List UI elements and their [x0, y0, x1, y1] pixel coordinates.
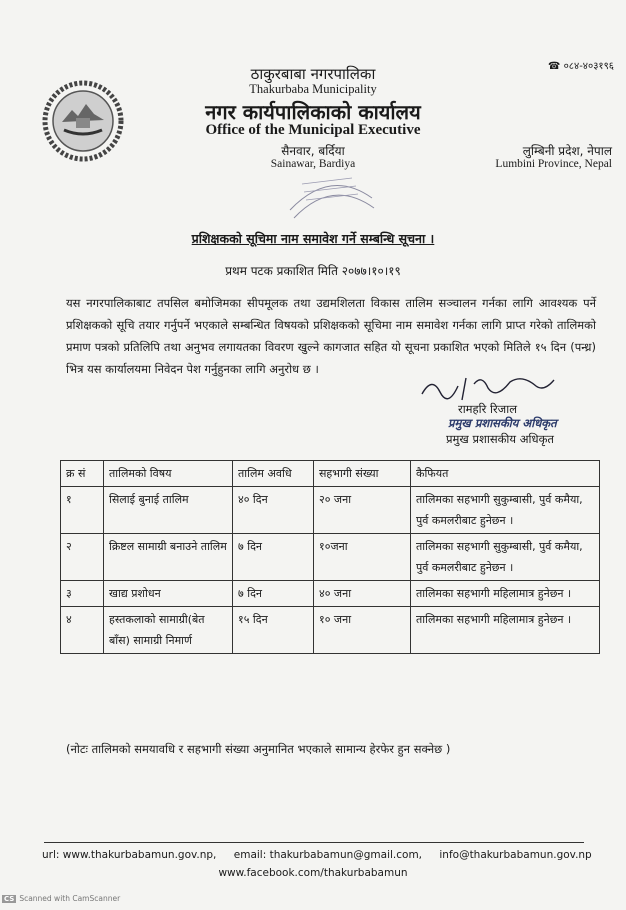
- footer-info-email[interactable]: info@thakurbabamun.gov.np: [439, 849, 592, 861]
- footnote: (नोटः तालिमको समयावधि र सहभागी संख्या अनुमानित भएकाले सामान्य हेरफेर हुन सक्नेछ ): [66, 742, 451, 756]
- office-title-en: Office of the Municipal Executive: [205, 122, 421, 138]
- col-header-duration: तालिम अवधि: [233, 461, 314, 487]
- table-header-row: [61, 461, 600, 487]
- col-header-subject: तालिमको विषय: [104, 461, 233, 487]
- publication-date: प्रथम पटक प्रकाशित मिति २०७७।१०।१९: [225, 264, 401, 278]
- cell-remarks: तालिमका सहभागी महिलामात्र हुनेछन ।: [411, 607, 600, 654]
- camscanner-icon: CS: [4, 894, 15, 903]
- cell-remarks: तालिमका सहभागी सुकुम्बासी, पुर्व कमैया, पुर्व कमलरीबाट हुनेछन ।: [411, 534, 600, 581]
- notice-title: [0, 230, 626, 247]
- cell-participants: ४० जना: [314, 581, 411, 607]
- cell-duration: १५ दिन: [233, 607, 314, 654]
- cell-subject: खाद्य प्रशोधन: [104, 581, 233, 607]
- signatory-title-stamp: प्रमुख प्रशासकीय अधिकृत: [448, 416, 557, 430]
- cell-remarks: तालिमका सहभागी महिलामात्र हुनेछन ।: [411, 581, 600, 607]
- col-header-serial: क्र सं: [61, 461, 104, 487]
- cell-serial: १: [61, 487, 104, 534]
- municipality-name-ne: ठाकुरबाबा नगरपालिका: [250, 65, 376, 83]
- table-row: [61, 607, 600, 654]
- cell-subject: सिलाई बुनाई तालिम: [104, 487, 233, 534]
- cell-serial: ३: [61, 581, 104, 607]
- province-en: Lumbini Province, Nepal: [495, 158, 612, 170]
- table-row: [61, 581, 600, 607]
- scanner-label: Scanned with CamScanner: [19, 894, 121, 903]
- footer-contact: [42, 849, 606, 861]
- cell-participants: २० जना: [314, 487, 411, 534]
- col-header-participants: सहभागी संख्या: [314, 461, 411, 487]
- phone-number: ☎ ०८४-४०३१९६: [547, 61, 614, 72]
- municipality-name-en: Thakurbaba Municipality: [249, 82, 377, 96]
- notice-title-text: प्रशिक्षकको सूचिमा नाम समावेश गर्ने सम्बन्धि सूचना ।: [191, 231, 435, 246]
- footer-email[interactable]: email: thakurbabamun@gmail.com,: [233, 849, 423, 861]
- scanner-watermark: [2, 894, 120, 903]
- location-ne: सैनवार, बर्दिया: [281, 144, 345, 158]
- footer-divider: [44, 842, 584, 843]
- cell-subject: क्रिष्टल सामाग्री बनाउने तालिम: [104, 534, 233, 581]
- col-header-remarks: कैफियत: [411, 461, 600, 487]
- signatory-name: रामहरि रिजाल: [458, 402, 517, 416]
- table-row: [61, 534, 600, 581]
- office-title-ne: नगर कार्यपालिकाको कार्यालय: [205, 100, 421, 124]
- cell-serial: २: [61, 534, 104, 581]
- cell-subject: हस्तकलाको सामाग्री(बेत बाँस) सामाग्री निमार्ण: [104, 607, 233, 654]
- cell-duration: ४० दिन: [233, 487, 314, 534]
- office-stamp: [282, 164, 378, 224]
- cell-duration: ७ दिन: [233, 581, 314, 607]
- signatory-title: प्रमुख प्रशासकीय अधिकृत: [446, 432, 554, 446]
- footer-url[interactable]: url: www.thakurbabamun.gov.np,: [42, 849, 217, 861]
- province-ne: लुम्बिनी प्रदेश, नेपाल: [522, 144, 612, 158]
- cell-participants: १० जना: [314, 607, 411, 654]
- location-en: Sainawar, Bardiya: [270, 158, 356, 170]
- table-row: [61, 487, 600, 534]
- cell-serial: ४: [61, 607, 104, 654]
- cell-remarks: तालिमका सहभागी सुकुम्बासी, पुर्व कमैया, पुर्व कमलरीबाट हुनेछन ।: [411, 487, 600, 534]
- training-table: [60, 460, 600, 654]
- cell-duration: ७ दिन: [233, 534, 314, 581]
- cell-participants: १०जना: [314, 534, 411, 581]
- notice-body: यस नगरपालिकाबाट तपसिल बमोजिमका सीपमूलक तथा उद्यमशिलता विकास तालिम सञ्चालन गर्नका लागि आवश्यक पर्ने प्रशिक्षकको सूचि तयार गर्नुपर्ने भएकाले सम्बन्धित विषयको प्रशिक्षकको सूचिमा नाम समावेश गर्नका लागि प्राप्त गरेको तालिमको प्रमाण पत्रको प्रतिलिपि तथा अनुभव लगायतका विवरण खुल्ने कागजात सहित यो सूचना प्रकाशित भएको मितिले १५ दिन (पन्ध्र) भित्र यस कार्यालयमा निवेदन पेश गर्नुहुनका लागि अनुरोध छ ।: [66, 296, 596, 376]
- footer-facebook[interactable]: www.facebook.com/thakurbabamun: [218, 867, 408, 879]
